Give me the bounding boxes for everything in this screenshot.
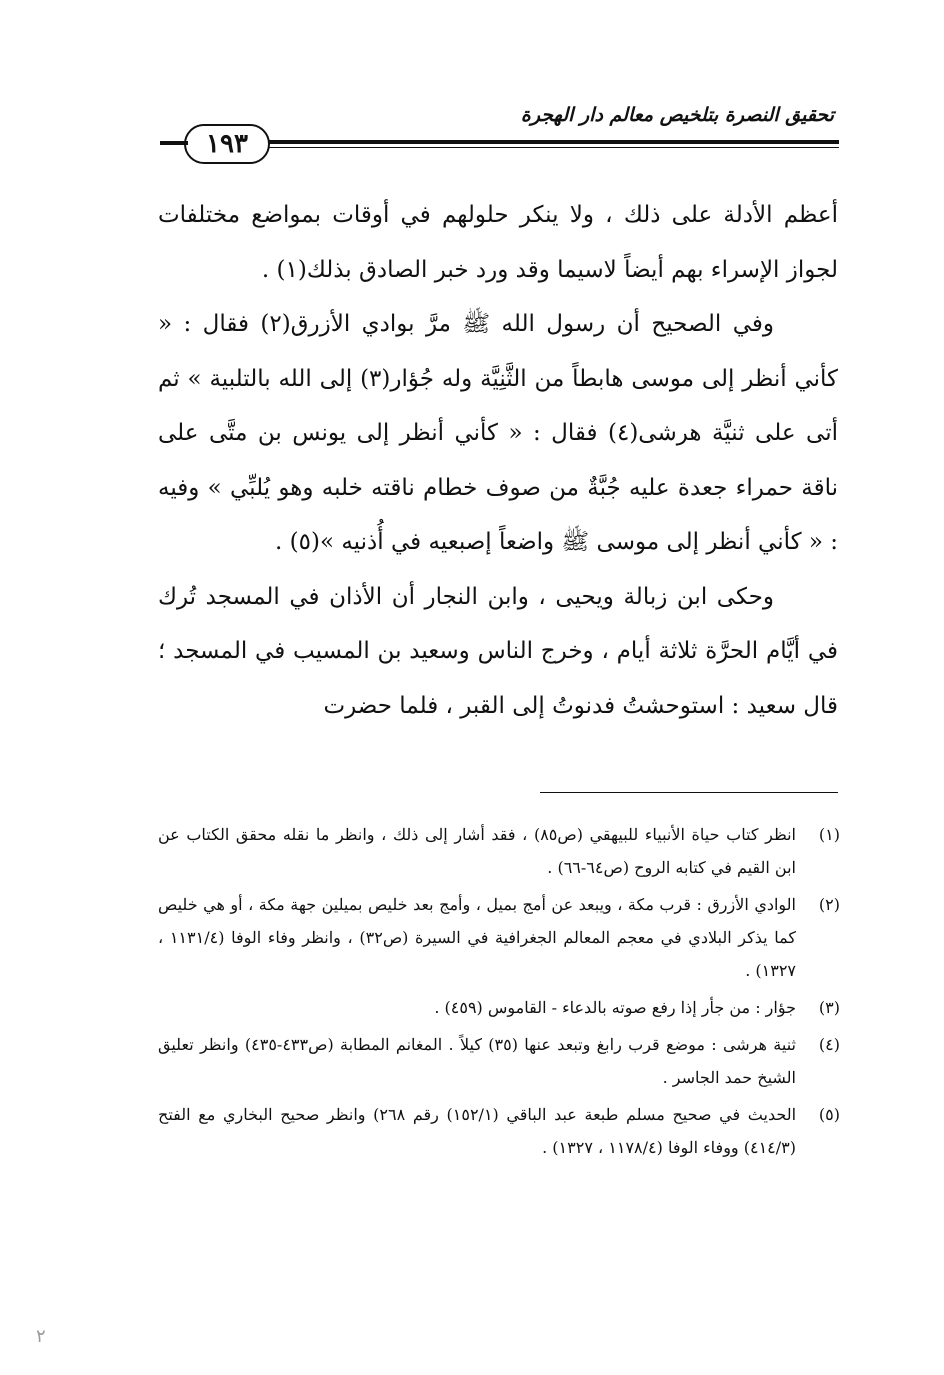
main-text	[158, 188, 838, 733]
footnote-number: (٣)	[818, 998, 840, 1017]
footnote-2	[158, 888, 840, 987]
paragraph-2: وفي الصحيح أن رسول الله ﷺ مرَّ بوادي الأزرق(٢) فقال : « كأني أنظر إلى موسى هابطاً من الثَّنِيَّة وله جُؤار(٣) إلى الله بالتلبية » ثم أتى على ثنيَّة هرشى(٤) فقال : « كأني أنظر إلى يونس بن متَّى على ناقة حمراء جعدة عليه جُبَّةٌ من صوف خطام ناقته خلبه وهو يُلبِّي » وفيه : « كأني أنظر إلى موسى ﷺ واضعاً إصبعيه في أُذنيه »(٥) .	[158, 311, 839, 555]
footnote-text: الوادي الأزرق : قرب مكة ، ويبعد عن أمج بميل ، وأمج بعد خليص بميلين جهة مكة ، أو هي خليص كما يذكر البلادي في معجم المعالم الجغرافية في السيرة (ص٣٢) ، وانظر وفاء الوفا (١١٣١/٤ ، ١٣٢٧) .	[158, 895, 796, 980]
footnote-text: ثنية هرشى : موضع قرب رابغ وتبعد عنها (٣٥) كيلاً . المغانم المطابة (ص٤٣٣-٤٣٥) وانظر تعليق الشيخ حمد الجاسر .	[158, 1035, 796, 1087]
footnote-1	[158, 818, 840, 884]
footnote-separator	[540, 792, 838, 793]
footnote-number: (٤)	[818, 1035, 840, 1054]
footnotes	[158, 818, 840, 1168]
footnote-3	[158, 991, 840, 1024]
footnote-4	[158, 1028, 840, 1094]
footnote-number: (٥)	[818, 1105, 840, 1124]
footnote-text: انظر كتاب حياة الأنبياء للبيهقي (ص٨٥) ، فقد أشار إلى ذلك ، وانظر ما نقله محقق الكتاب عن ابن القيم في كتابه الروح (ص٦٤-٦٦) .	[158, 825, 797, 877]
header-rule-thin	[268, 147, 839, 148]
header-rule	[268, 140, 839, 144]
footnote-number: (١)	[818, 825, 840, 844]
footnote-number: (٢)	[818, 895, 840, 914]
page-number: ١٩٣	[184, 124, 270, 164]
footnote-text: جؤار : من جأر إذا رفع صوته بالدعاء - القاموس (٤٥٩) .	[434, 998, 796, 1017]
paragraph-3: وحكى ابن زبالة ويحيى ، وابن النجار أن الأذان في المسجد تُرك في أيَّام الحرَّة ثلاثة أيام ، وخرج الناس وسعيد بن المسيب في المسجد ؛ قال سعيد : استوحشتُ فدنوتُ إلى القبر ، فلما حضرت	[158, 583, 838, 719]
footnote-text: الحديث في صحيح مسلم طبعة عبد الباقي (١٥٢/١) رقم ٢٦٨) وانظر صحيح البخاري مع الفتح (٤١٤/٣) ووفاء الوفا (١١٧٨/٤ ، ١٣٢٧) .	[158, 1105, 797, 1157]
running-header-title: تحقيق النصرة بتلخيص معالم دار الهجرة	[520, 104, 834, 126]
corner-mark: ٢	[36, 1326, 46, 1347]
paragraph-1: أعظم الأدلة على ذلك ، ولا ينكر حلولهم في أوقات بمواضع مختلفات لجواز الإسراء بهم أيضاً لاسيما وقد ورد خبر الصادق بذلك(١) .	[158, 202, 838, 283]
footnote-5	[158, 1098, 840, 1164]
